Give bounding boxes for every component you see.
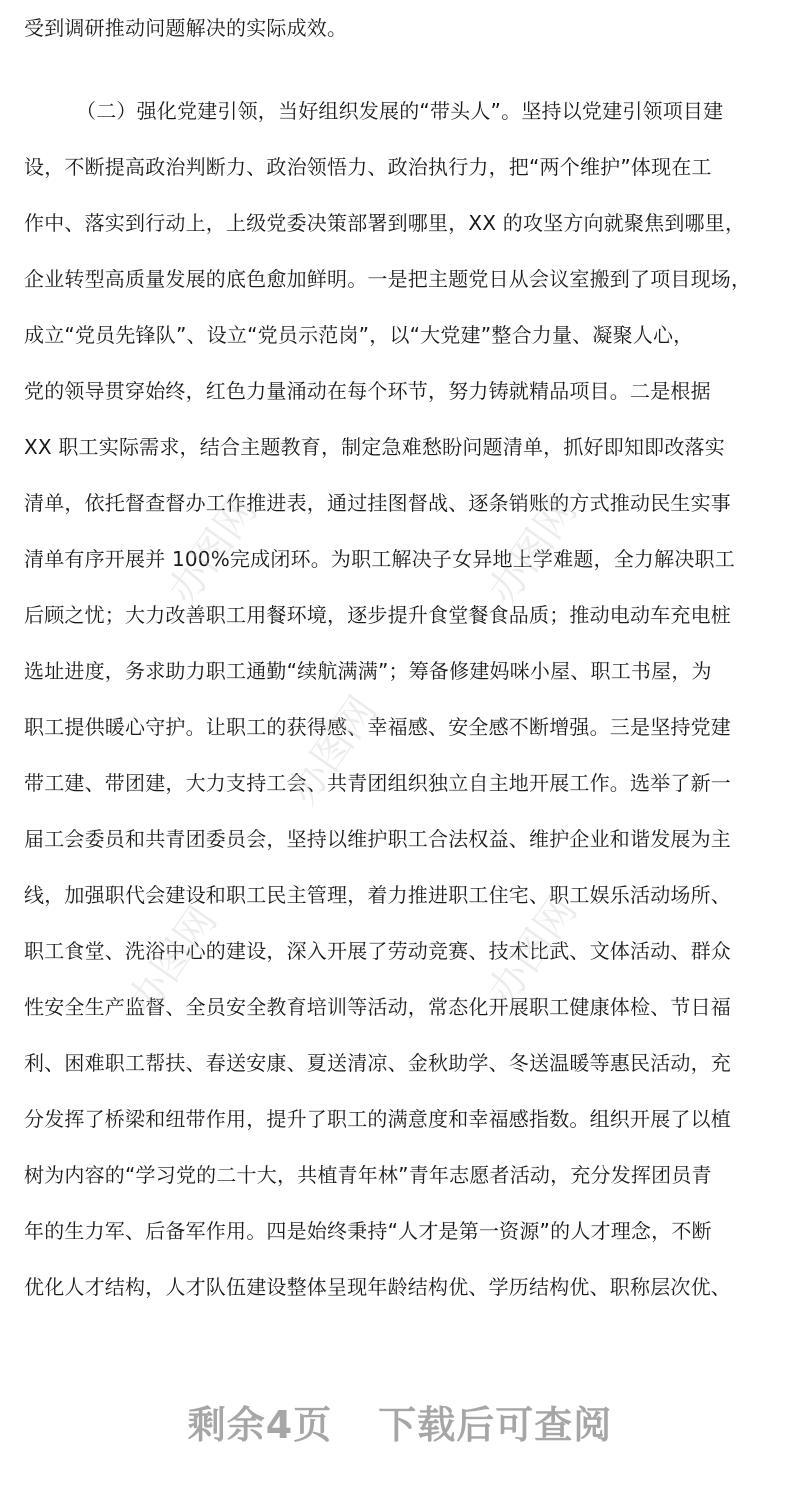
section-heading-line: （二）强化党建引领，当好组织发展的“带头人”。坚持以党建引领项目建 [76, 99, 724, 123]
download-to-view-label: 下载后可查阅 [378, 1403, 613, 1447]
text-line: 届工会委员和共青团委员会，坚持以维护职工合法权益、维护企业和谐发展为主 [24, 827, 731, 851]
text-line: 职工食堂、洗浴中心的建设，深入开展了劳动竞赛、技术比武、文体活动、群众 [24, 939, 731, 963]
watermark: 办图网 [119, 898, 227, 1023]
download-prompt[interactable] [0, 1394, 800, 1449]
text-line: 受到调研推动问题解决的实际成效。 [24, 16, 348, 40]
text-line: 设，不断提高政治判断力、政治领悟力、政治执行力，把“两个维护”体现在工 [24, 155, 712, 179]
remaining-pages-label: 剩余4页 [187, 1403, 333, 1447]
watermark: 办图网 [159, 488, 267, 613]
text-line: 分发挥了桥梁和纽带作用，提升了职工的满意度和幸福感指数。组织开展了以植 [24, 1107, 731, 1131]
text-line: 企业转型高质量发展的底色愈加鲜明。一是把主题党日从会议室搬到了项目现场， [24, 267, 752, 291]
text-line: 选址进度，务求助力职工通勤“续航满满”；筹备修建妈咪小屋、职工书屋，为 [24, 659, 712, 683]
text-line: 党的领导贯穿始终，红色力量涌动在每个环节，努力铸就精品项目。二是根据 [24, 379, 711, 403]
text-line: XX 职工实际需求，结合主题教育，制定急难愁盼问题清单，抓好即知即改落实 [24, 435, 725, 459]
text-line: 优化人才结构，人才队伍建设整体呈现年龄结构优、学历结构优、职称层次优、 [24, 1275, 731, 1299]
text-line: 线，加强职代会建设和职工民主管理，着力推进职工住宅、职工娱乐活动场所、 [24, 883, 731, 907]
watermark: 办图网 [479, 888, 587, 1013]
text-line: 树为内容的“学习党的二十大，共植青年林”青年志愿者活动，充分发挥团员青 [24, 1163, 712, 1187]
text-line: 利、困难职工帮扶、春送安康、夏送清凉、金秋助学、冬送温暖等惠民活动，充 [24, 1051, 731, 1075]
watermark: 办图网 [479, 488, 587, 613]
text-line: 清单有序开展并 100%完成闭环。为职工解决子女异地上学难题，全力解决职工 [24, 547, 735, 571]
text-line: 后顾之忧；大力改善职工用餐环境，逐步提升食堂餐食品质；推动电动车充电桩 [24, 603, 731, 627]
watermark: 办图网 [279, 688, 387, 813]
text-line: 带工建、带团建，大力支持工会、共青团组织独立自主地开展工作。选举了新一 [24, 771, 731, 795]
text-line: 清单，依托督查督办工作推进表，通过挂图督战、逐条销账的方式推动民生实事 [24, 491, 731, 515]
text-line: 作中、落实到行动上，上级党委决策部署到哪里，XX 的攻坚方向就聚焦到哪里， [24, 211, 746, 235]
text-line: 年的生力军、后备军作用。四是始终秉持“人才是第一资源”的人才理念，不断 [24, 1219, 712, 1243]
text-line: 职工提供暖心守护。让职工的获得感、幸福感、安全感不断增强。三是坚持党建 [24, 715, 731, 739]
text-line: 成立“党员先锋队”、设立“党员示范岗”，以“大党建”整合力量、凝聚人心， [24, 323, 694, 347]
text-line: 性安全生产监督、全员安全教育培训等活动，常态化开展职工健康体检、节日福 [24, 995, 731, 1019]
